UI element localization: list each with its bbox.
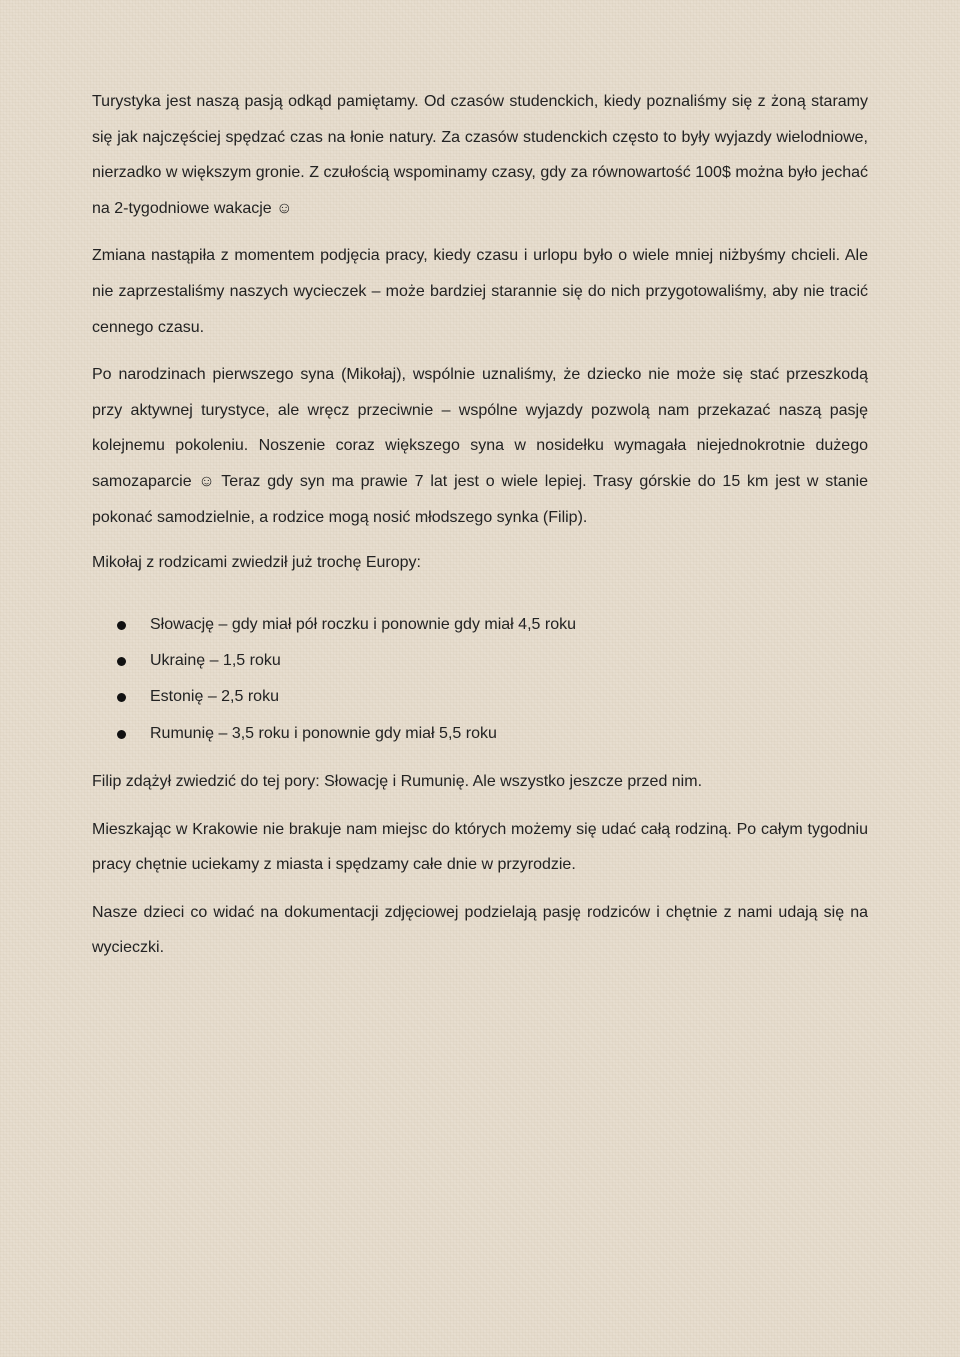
europe-intro: Mikołaj z rodzicami zwiedził już trochę Europy: bbox=[92, 554, 421, 572]
intro-paragraph: Turystyka jest naszą pasją odkąd pamiętamy. Od czasów studenckich, kiedy poznaliśmy się z żoną staramy się jak najczęściej spędzać czas na łonie natury. Za czasów studenckich często to były wyjazdy wielodniowe, nierzadko w większym gronie. Z czułością wspominamy czasy, gdy za równowartość 100$ można było jechać na 2-tygodniowe wakacje ☺ bbox=[92, 93, 868, 217]
document-page bbox=[92, 0, 868, 1357]
list-item bbox=[92, 643, 868, 679]
list-item-text: Słowację – gdy miał pół roczku i ponownie gdy miał 4,5 roku bbox=[150, 615, 576, 633]
krakow-paragraph: Mieszkając w Krakowie nie brakuje nam miejsc do których możemy się udać całą rodziną. Po całym tygodniu pracy chętnie uciekamy z miasta i spędzamy całe dnie w przyrodzie. bbox=[92, 820, 868, 874]
list-item-text: Rumunię – 3,5 roku i ponownie gdy miał 5,5 roku bbox=[150, 724, 497, 742]
final-paragraph: Nasze dzieci co widać na dokumentacji zdjęciowej podzielają pasję rodziców i chętnie z nami udają się na wycieczki. bbox=[92, 903, 868, 957]
work-paragraph: Zmiana nastąpiła z momentem podjęcia pracy, kiedy czasu i urlopu było o wiele mniej niżbyśmy chcieli. Ale nie zaprzestaliśmy naszych wycieczek – może bardziej starannie się do nich przygotowaliśmy, aby nie tracić cennego czasu. bbox=[92, 247, 868, 336]
list-item-text: Ukrainę – 1,5 roku bbox=[150, 652, 281, 670]
bullet-icon bbox=[117, 730, 126, 739]
bullet-icon bbox=[117, 621, 126, 630]
countries-list bbox=[92, 607, 868, 752]
filip-paragraph: Filip zdążył zwiedzić do tej pory: Słowację i Rumunię. Ale wszystko jeszcze przed nim. bbox=[92, 772, 703, 790]
bullet-icon bbox=[117, 657, 126, 666]
list-item bbox=[92, 716, 868, 752]
bullet-icon bbox=[117, 693, 126, 702]
children-paragraph: Po narodzinach pierwszego syna (Mikołaj), wspólnie uznaliśmy, że dziecko nie może się stać przeszkodą przy aktywnej turystyce, ale wręcz przeciwnie – wspólne wyjazdy pozwolą nam przekazać naszą pasję kolejnemu pokoleniu. Noszenie coraz większego syna w nosidełku wymagała niejednokrotnie dużego samozaparcie ☺ Teraz gdy syn ma prawie 7 lat jest o wiele lepiej. Trasy górskie do 15 km jest w stanie pokonać samodzielnie, a rodzice mogą nosić młodszego synka (Filip). bbox=[92, 366, 868, 526]
list-item-text: Estonię – 2,5 roku bbox=[150, 688, 279, 706]
list-item bbox=[92, 607, 868, 643]
list-item bbox=[92, 679, 868, 715]
